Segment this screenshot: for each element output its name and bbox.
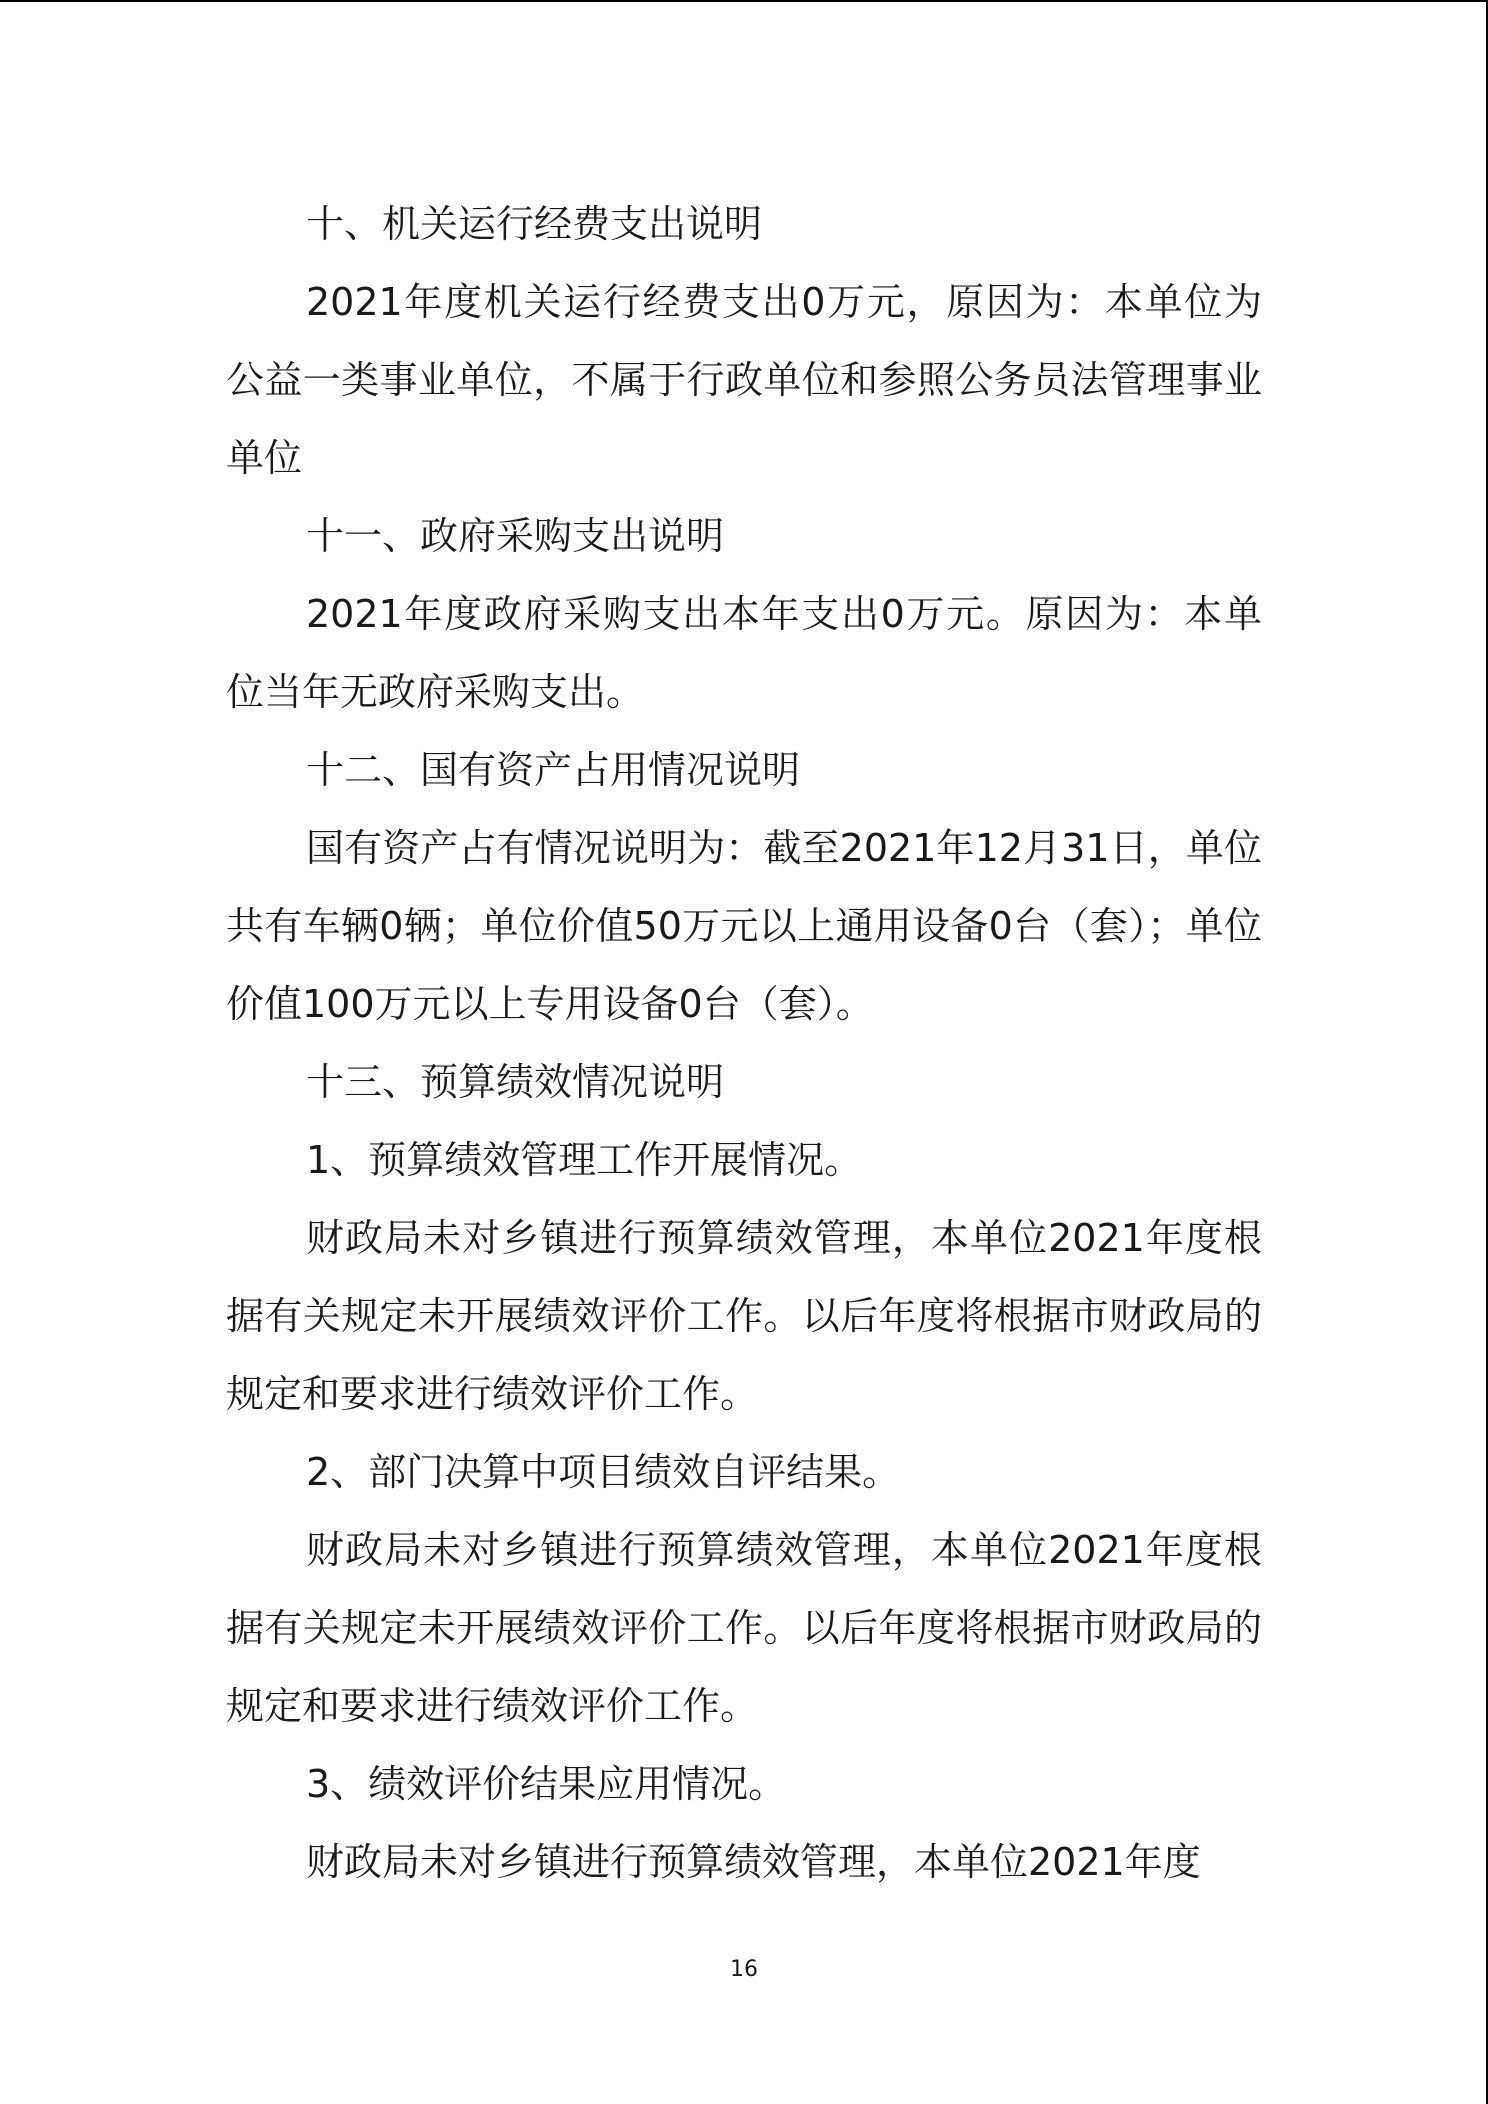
- section-heading-12: 十二、国有资产占用情况说明: [306, 748, 801, 792]
- section-heading-13: 十三、预算绩效情况说明: [306, 1060, 725, 1104]
- subheading-2: 2、部门决算中项目绩效自评结果。: [306, 1450, 901, 1494]
- section-heading-10: 十、机关运行经费支出说明: [306, 202, 763, 246]
- paragraph-self-evaluation: 财政局未对乡镇进行预算绩效管理，本单位2021年度根据有关规定未开展绩效评价工作。以后年度将根据市财政局的规定和要求进行绩效评价工作。: [226, 1528, 1262, 1728]
- section-heading-11: 十一、政府采购支出说明: [306, 514, 725, 558]
- paragraph-result-application: 财政局未对乡镇进行预算绩效管理，本单位2021年度: [306, 1840, 1201, 1884]
- paragraph-state-assets: 国有资产占有情况说明为：截至2021年12月31日，单位共有车辆0辆；单位价值50万元以上通用设备0台（套）；单位价值100万元以上专用设备0台（套）。: [226, 826, 1262, 1026]
- subheading-3: 3、绩效评价结果应用情况。: [306, 1762, 787, 1806]
- document-body: [226, 185, 1262, 1901]
- page-number: 16: [730, 1957, 758, 1982]
- paragraph-operating-expenses: 2021年度机关运行经费支出0万元，原因为：本单位为公益一类事业单位，不属于行政单位和参照公务员法管理事业单位: [226, 280, 1262, 480]
- paragraph-performance-management: 财政局未对乡镇进行预算绩效管理，本单位2021年度根据有关规定未开展绩效评价工作。以后年度将根据市财政局的规定和要求进行绩效评价工作。: [226, 1216, 1262, 1416]
- subheading-1: 1、预算绩效管理工作开展情况。: [306, 1138, 863, 1182]
- paragraph-government-procurement: 2021年度政府采购支出本年支出0万元。原因为：本单位当年无政府采购支出。: [226, 592, 1262, 714]
